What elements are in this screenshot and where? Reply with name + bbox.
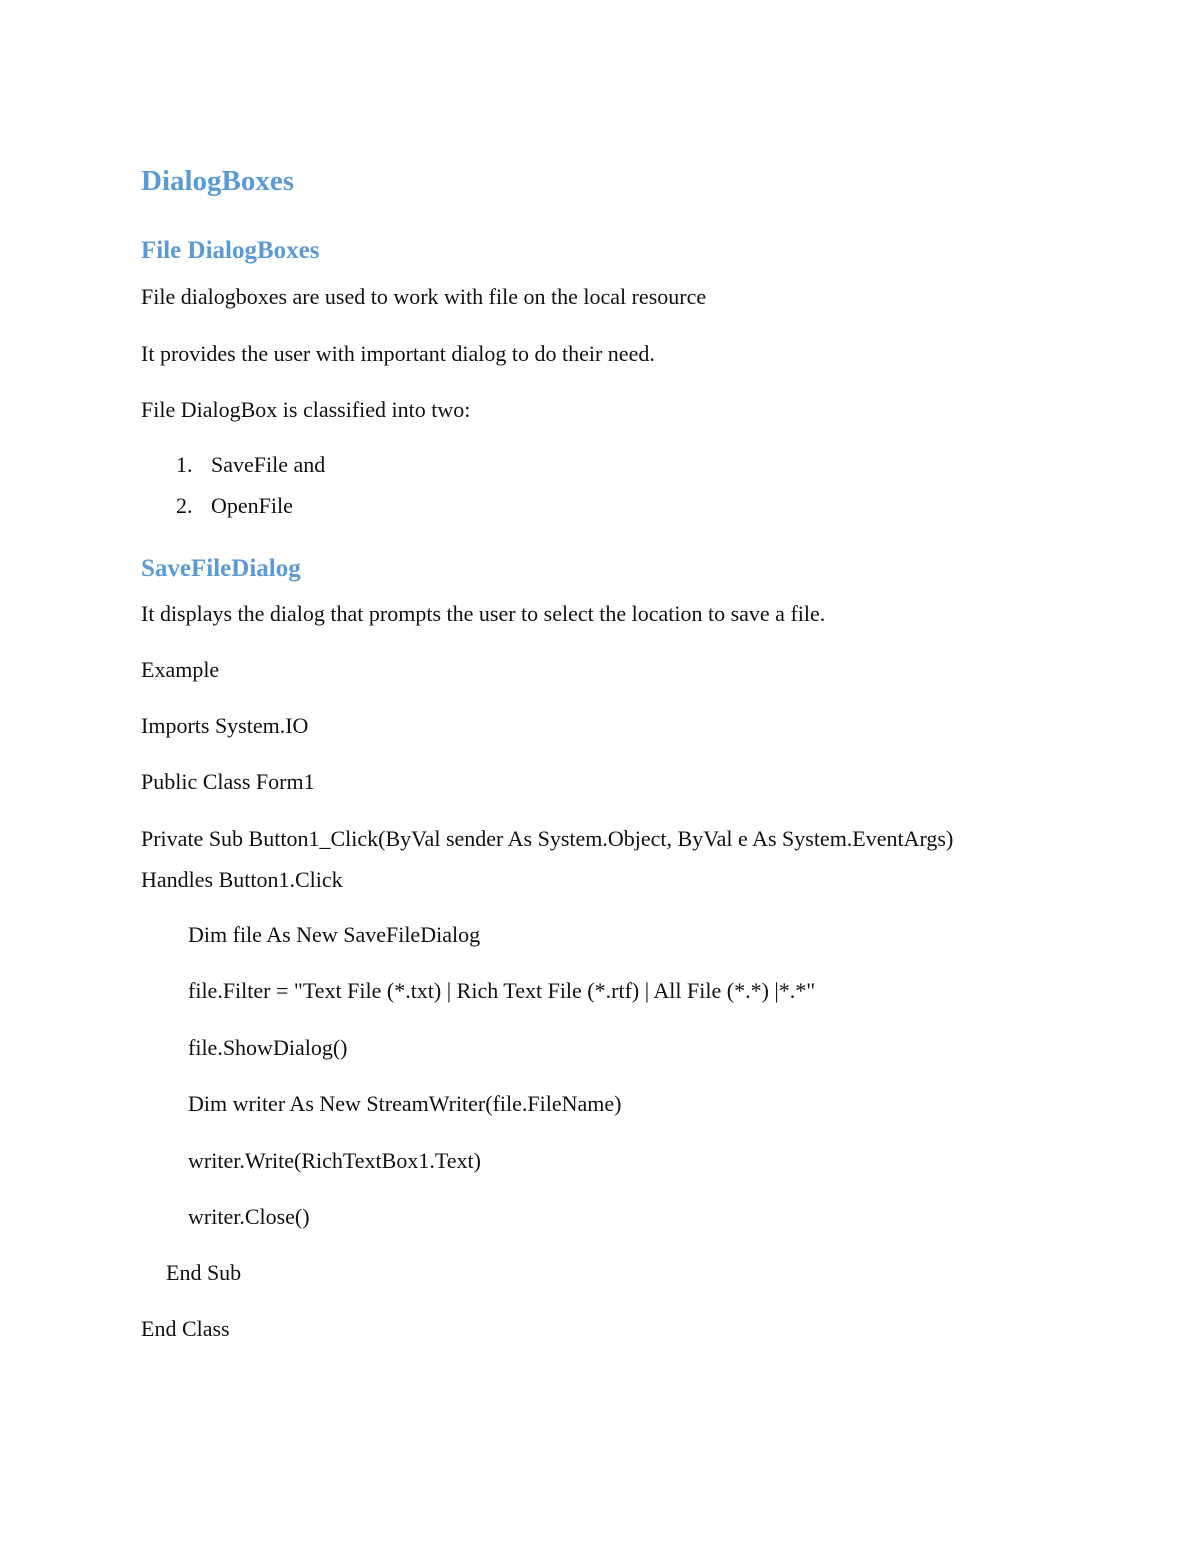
code-line: writer.Write(RichTextBox1.Text) [188,1148,481,1173]
list-item-text: SaveFile and [211,452,326,477]
section-heading-savefiledialog: SaveFileDialog [141,555,301,582]
example-label: Example [141,657,220,682]
code-line: End Sub [166,1260,242,1285]
code-line: Dim file As New SaveFileDialog [188,922,481,947]
code-line: Imports System.IO [141,713,309,738]
code-line: writer.Close() [188,1204,310,1229]
code-line: Dim writer As New StreamWriter(file.FileName) [188,1091,622,1116]
list-item-number: 2. [176,493,193,518]
document-title: DialogBoxes [141,165,295,197]
code-line: Public Class Form1 [141,769,315,794]
paragraph: File DialogBox is classified into two: [141,397,471,422]
code-line: file.ShowDialog() [188,1035,348,1060]
section-heading-file-dialogboxes: File DialogBoxes [141,237,320,264]
list-item-text: OpenFile [211,493,293,518]
list-item-number: 1. [176,452,193,477]
paragraph: It provides the user with important dialog to do their need. [141,341,655,366]
code-line: End Class [141,1316,230,1341]
code-line: Private Sub Button1_Click(ByVal sender As System.Object, ByVal e As System.EventArgs) [141,826,954,851]
code-line: Handles Button1.Click [141,867,343,892]
paragraph: It displays the dialog that prompts the user to select the location to save a file. [141,601,826,626]
code-line: file.Filter = "Text File (*.txt) | Rich Text File (*.rtf) | All File (*.*) |*.*" [188,978,816,1003]
paragraph: File dialogboxes are used to work with file on the local resource [141,284,707,309]
